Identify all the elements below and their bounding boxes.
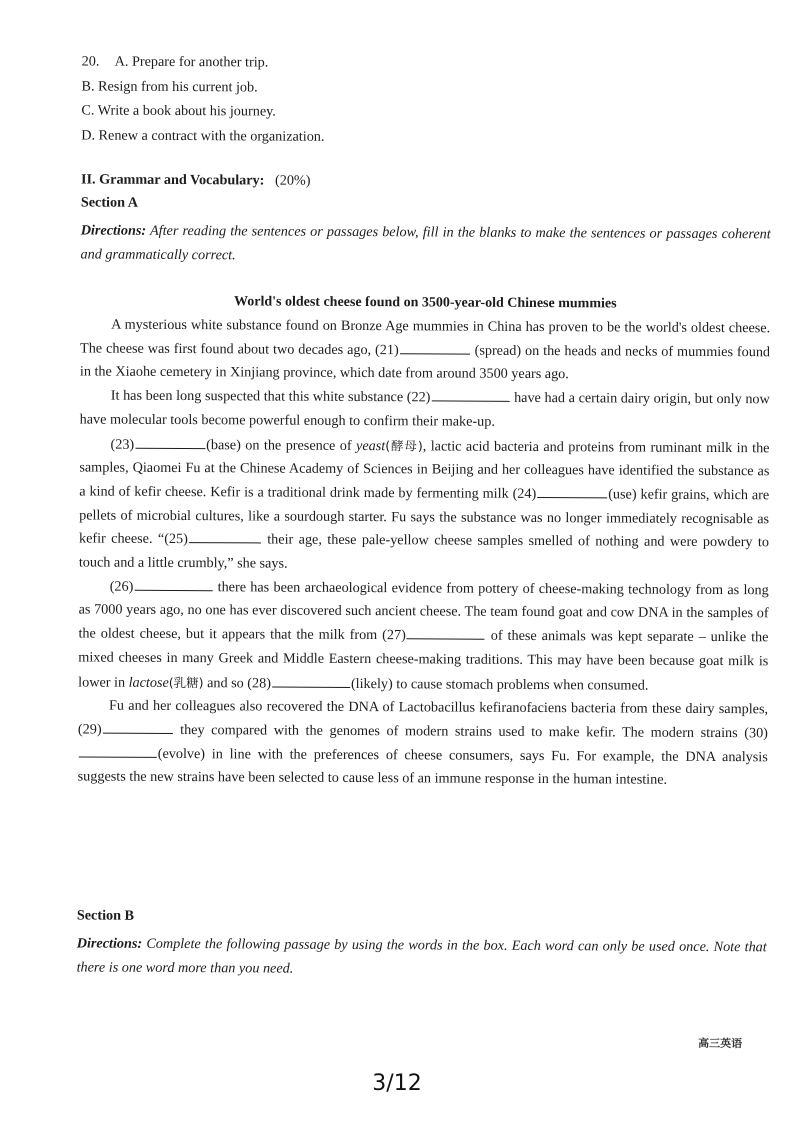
section-a-heading: Section A (80, 194, 139, 211)
option-c: C. Write a book about his journey. (81, 102, 276, 120)
blank-30[interactable] (79, 742, 157, 757)
paragraph-5: Fu and her colleagues also recovered the DNA of Lactobacillus kefiranofaciens bacteria from these dairy samples, (29) they compared with the genomes of modern strains used to make kefir. The modern strains (30)(evolve) in line with the preferences of cheese consumers, says Fu. For example, the DNA analysis suggests the new strains have been selected to cause less of an immune response in the human intestine. (77, 697, 769, 789)
option-d: D. Renew a contract with the organization. (81, 127, 325, 145)
directions-label: Directions: (80, 222, 147, 239)
blank-21[interactable] (400, 339, 470, 354)
section-ii-points: (20%) (274, 172, 311, 189)
blank-25[interactable] (189, 528, 261, 543)
page-number: 3/12 (372, 1071, 422, 1096)
section-a-directions: Directions: After reading the sentences or passages below, fill in the blanks to make the sentences or passages coherent and grammatically correct. (80, 222, 771, 263)
section-b-heading: Section B (76, 907, 135, 924)
section-ii-title: II. Grammar and Vocabulary: (80, 171, 265, 189)
blank-23[interactable] (135, 433, 205, 448)
section-b-directions: Directions: Complete the following passage by using the words in the box. Each word can only be used once. Note that there is one word more than you need. (76, 935, 767, 977)
paragraph-2: It has been long suspected that this white substance (22) have had a certain dairy origin, but only now have molecular tools become powerful enough to confirm their make-up. (79, 387, 770, 430)
blank-22[interactable] (431, 387, 509, 402)
section-ii-heading (81, 171, 771, 192)
directions-label: Directions: (76, 935, 143, 952)
blank-24[interactable] (537, 483, 607, 498)
question-number: 20. (81, 53, 100, 70)
paragraph-1: A mysterious white substance found on Bronze Age mummies in China has proven to be the world's oldest cheese. The cheese was first found about two decades ago, (21) (spread) on the heads and necks of mummies found in the Xiaohe cemetery in Xinjiang province, which date from around 3500 years ago. (79, 316, 771, 383)
option-b: B. Resign from his current job. (81, 78, 258, 96)
blank-27[interactable] (407, 624, 485, 639)
paragraph-3: (23) (base) on the presence of yeast(酵母), lactic acid bacteria and proteins from ruminant milk in the samples, Qiaomei Fu at the Chinese Academy of Sciences in Beijing and her colleagues have identified the substance as a kind of kefir cheese. Kefir is a traditional drink made by fermenting milk (24) (use) kefir grains, which are pellets of microbial cultures, like a sourdough starter. Fu says the substance was no longer immediately recognisable as kefir cheese. “(25) their age, these pale-yellow cheese samples smelled of nothing and were powdery to touch and a little crumbly,” she says. (79, 432, 770, 579)
question-20-options (81, 49, 642, 151)
blank-28[interactable] (272, 672, 350, 687)
subject-stamp: 高三英语 (698, 1036, 743, 1051)
passage-title: World's oldest cheese found on 3500-year-old Chinese mummies (233, 294, 617, 312)
passage-body (78, 313, 771, 793)
blank-29[interactable] (103, 719, 173, 734)
paragraph-4: (26) there has been archaeological evidence from pottery of cheese-making technology from as long as 7000 years ago, no one has ever discovered such ancient cheese. The team found goat and cow DNA in the samples of the oldest cheese, but it appears that the milk from (27) of these animals was kept separate – unlike the mixed cheeses in many Greek and Middle Eastern cheese-making traditions. This may have been because goat milk is lower in lactose(乳糖) and so (28) (likely) to cause stomach problems when consumed. (78, 575, 769, 698)
option-a: 20. A. Prepare for another trip. (82, 49, 642, 77)
blank-26[interactable] (134, 575, 212, 590)
